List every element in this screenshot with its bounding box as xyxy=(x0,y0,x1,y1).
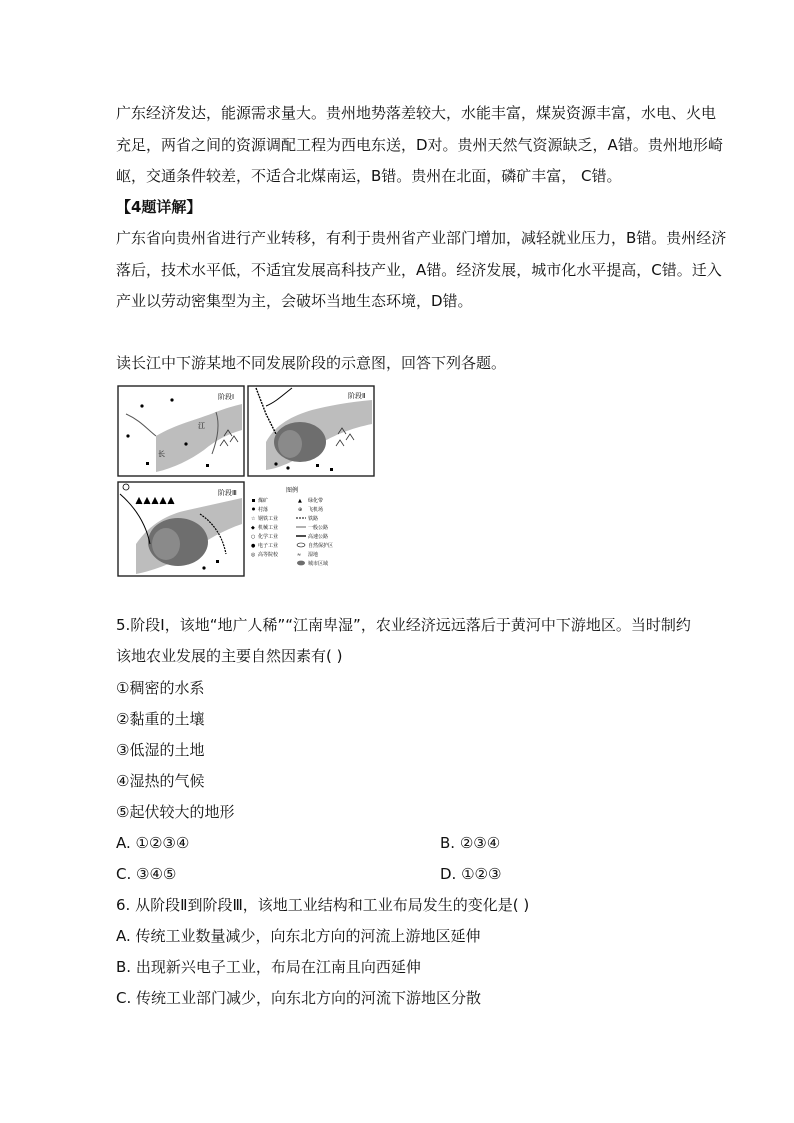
svg-text:≈: ≈ xyxy=(297,552,302,558)
svg-text:☆: ☆ xyxy=(251,516,256,522)
legend-nature-reserve: 自然保护区 xyxy=(308,543,334,549)
q5-item-1: ①稠密的水系 xyxy=(116,679,205,697)
question-intro: 读长江中下游某地不同发展阶段的示意图，回答下列各题。 xyxy=(116,354,507,372)
q5-item-4: ④湿热的气候 xyxy=(116,772,205,790)
q6-option-a[interactable]: A. 传统工业数量减少，向东北方向的河流上游地区延伸 xyxy=(116,927,481,945)
q6-stem: 6. 从阶段Ⅱ到阶段Ⅲ，该地工业结构和工业布局发生的变化是( ) xyxy=(116,896,530,914)
legend-coal-mine: 煤矿 xyxy=(258,498,269,504)
legend-railway: 铁路 xyxy=(308,516,319,522)
legend-expressway: 高速公路 xyxy=(308,534,329,540)
q4-heading: 【4题详解】 xyxy=(116,198,202,216)
stage-maps-svg xyxy=(116,384,378,580)
q5-option-a[interactable]: A. ①②③④ xyxy=(116,834,190,852)
svg-text:◆: ◆ xyxy=(251,525,255,531)
q4-paragraph-line-3: 产业以劳动密集型为主，会破坏当地生态环境，D错。 xyxy=(116,292,473,310)
answer-paragraph-line-1: 广东经济发达，能源需求量大。贵州地势落差较大，水能丰富，煤炭资源丰富，水电、火电 xyxy=(116,104,717,122)
svg-text:○: ○ xyxy=(251,534,256,540)
stage-2-label: 阶段Ⅱ xyxy=(348,392,366,400)
q6-option-b[interactable]: B. 出现新兴电子工业，布局在江南且向西延伸 xyxy=(116,958,421,976)
stage-2-map xyxy=(248,386,374,476)
svg-text:◎: ◎ xyxy=(251,552,256,558)
stage-maps-figure xyxy=(116,384,378,580)
q5-option-d[interactable]: D. ①②③ xyxy=(440,865,502,883)
q5-option-b[interactable]: B. ②③④ xyxy=(440,834,501,852)
river-label-jiang: 江 xyxy=(198,422,205,430)
legend-chemical-industry: 化学工业 xyxy=(258,534,279,540)
answer-paragraph-line-3: 岖，交通条件较差，不适合北煤南运，B错。贵州在北面，磷矿丰富， C错。 xyxy=(116,167,622,185)
figure-legend xyxy=(248,482,374,576)
legend-wetland: 湿地 xyxy=(308,552,319,558)
q5-item-2: ②黏重的土壤 xyxy=(116,710,205,728)
legend-green-belt: 绿化带 xyxy=(308,498,324,504)
legend-university: 高等院校 xyxy=(258,552,279,558)
legend-urban-area: 城市区域 xyxy=(308,561,329,567)
legend-airport: 飞机场 xyxy=(308,507,324,513)
q5-stem-line-1: 5.阶段Ⅰ，该地“地广人稀”“江南卑湿”，农业经济远远落后于黄河中下游地区。当时制约 xyxy=(116,616,691,634)
legend-village: 村落 xyxy=(258,507,269,513)
stage-1-map xyxy=(118,386,244,476)
legend-electronics-industry: 电子工业 xyxy=(258,543,279,549)
q5-item-5: ⑤起伏较大的地形 xyxy=(116,803,235,821)
legend-ordinary-road: 一般公路 xyxy=(308,525,329,531)
q6-option-c[interactable]: C. 传统工业部门减少，向东北方向的河流下游地区分散 xyxy=(116,989,482,1007)
svg-text:▲: ▲ xyxy=(298,498,302,504)
stage-1-label: 阶段Ⅰ xyxy=(218,393,235,401)
stage-3-map xyxy=(118,482,244,576)
stage-3-label: 阶段Ⅲ xyxy=(218,489,237,497)
q4-paragraph-line-2: 落后，技术水平低，不适宜发展高科技产业，A错。经济发展，城市化水平提高，C错。迁入 xyxy=(116,261,722,279)
q5-option-c[interactable]: C. ③④⑤ xyxy=(116,865,177,883)
svg-text:⊕: ⊕ xyxy=(298,507,303,513)
legend-steel-industry: 钢铁工业 xyxy=(258,516,279,522)
svg-text:●: ● xyxy=(251,543,256,549)
q5-item-3: ③低湿的土地 xyxy=(116,741,205,759)
legend-title: 图例 xyxy=(286,487,299,494)
legend-machinery-industry: 机械工业 xyxy=(258,525,279,531)
answer-paragraph-line-2: 充足，两省之间的资源调配工程为西电东送，D对。贵州天然气资源缺乏，A错。贵州地形崎 xyxy=(116,136,723,154)
q4-paragraph-line-1: 广东省向贵州省进行产业转移，有利于贵州省产业部门增加，减轻就业压力，B错。贵州经济 xyxy=(116,229,727,247)
q5-stem-line-2: 该地农业发展的主要自然因素有( ) xyxy=(116,647,343,665)
river-label-chang: 长 xyxy=(158,450,165,458)
